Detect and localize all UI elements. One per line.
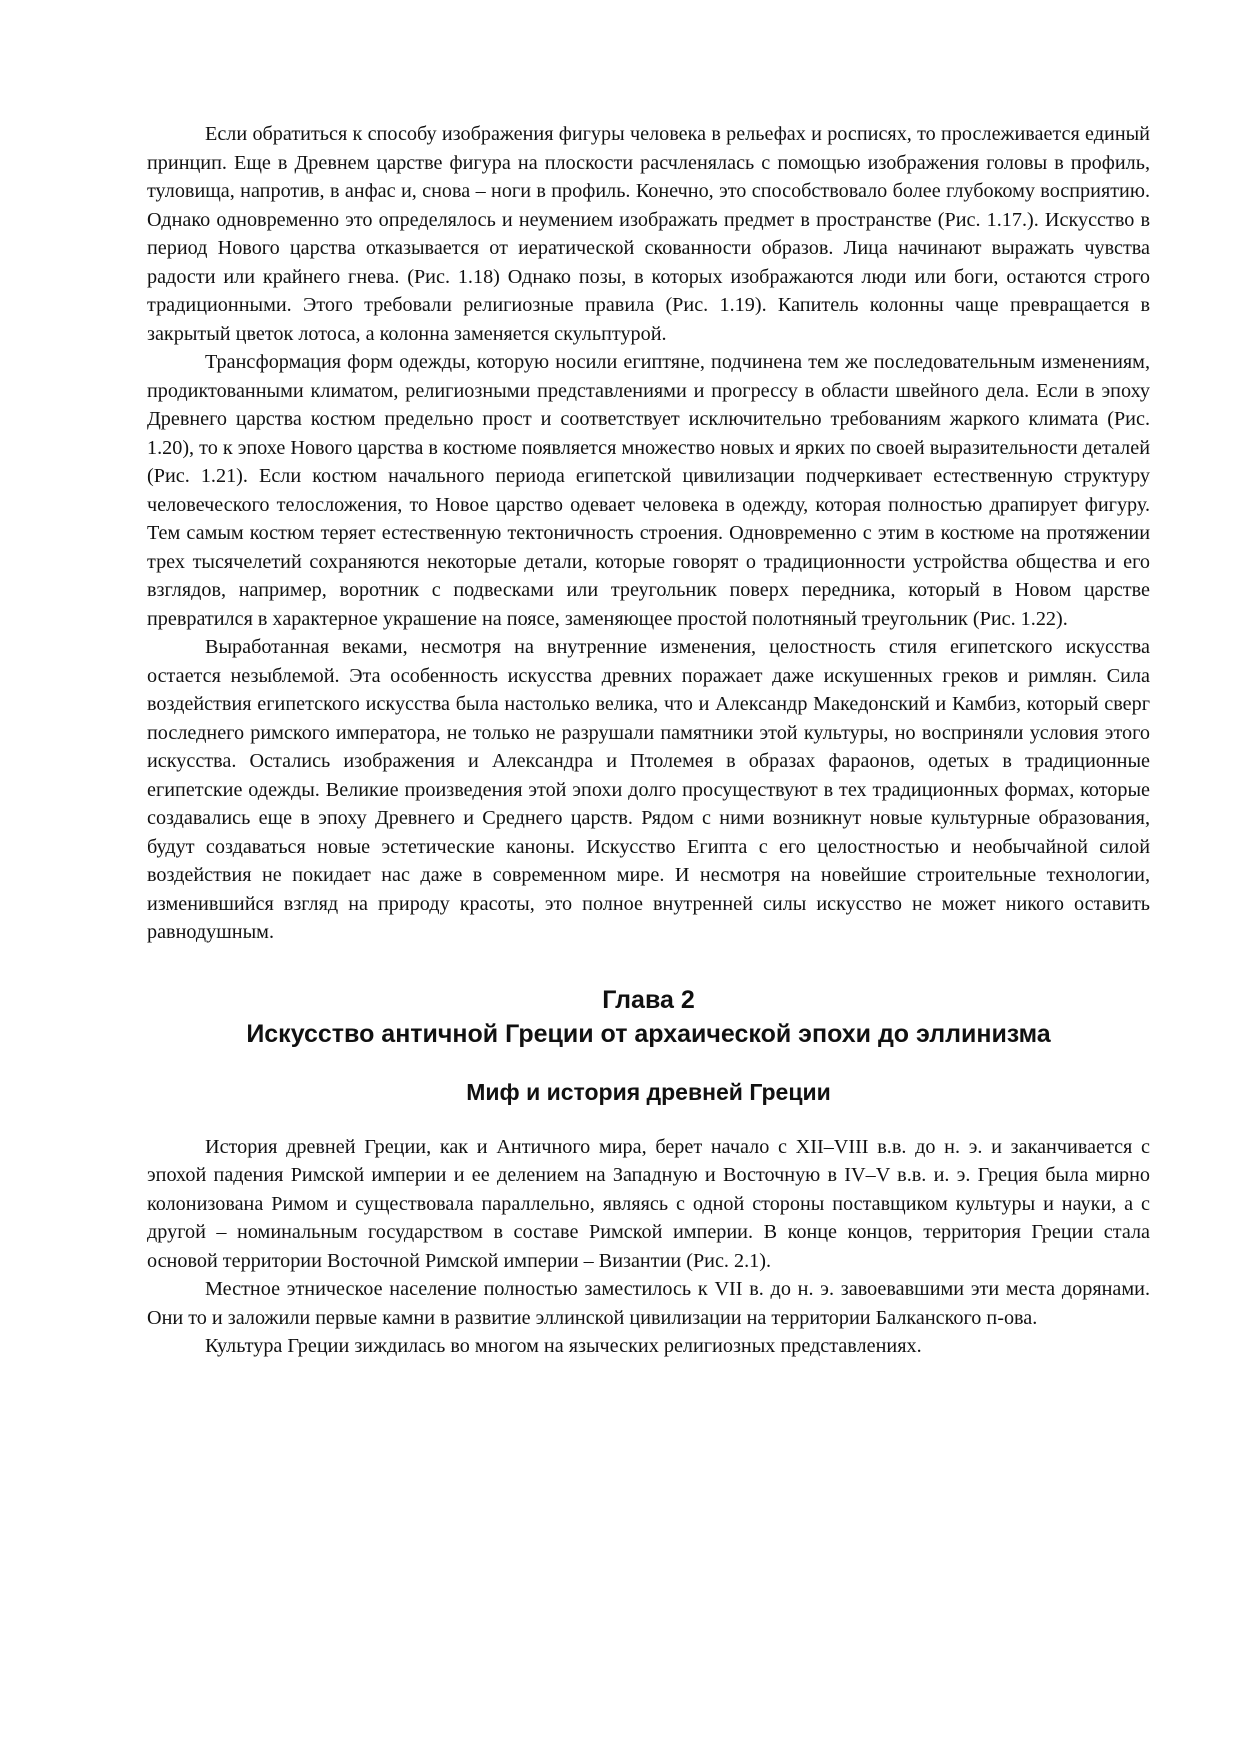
paragraph-greek-culture: Культура Греции зиждилась во многом на языческих религиозных представлениях. [205, 1335, 922, 1357]
paragraph-style-integrity: Выработанная веками, несмотря на внутренние изменения, целостность стиля египетского искусства остается незыблемой. Эта особенность искусства древних поражает даже искушенных греков и римлян. Сила воздействия египетского искусства была настолько велика, что и Александр Македонский и Камбиз, который сверг последнего римского императора, не только не разрушали памятники этой культуры, но восприняли условия этого искусства. Остались изображения и Александра и Птолемея в образах фараонов, одетых в традиционные египетские одежды. Великие произведения этой эпохи долго просуществуют в тех традиционных формах, которые создавались еще в эпоху Древнего и Среднего царств. Рядом с ними возникнут новые культурные образования, будут создаваться новые эстетические каноны. Искусство Египта с его целостностью и необычайной силой воздействия не покидает нас даже в современном мире. И несмотря на новейшие строительные технологии, изменившийся взгляд на природу красоты, это полное внутренней силы искусство не может никого оставить равнодушным. [147, 636, 1150, 943]
paragraph-clothing-transformation: Трансформация форм одежды, которую носили египтяне, подчинена тем же последовательным изменениям, продиктованными климатом, религиозными представлениями и прогрессу в области швейного дела. Если в эпоху Древнего царства костюм предельно прост и соответствует исключительно требованиям жаркого климата (Рис. 1.20), то к эпохе Нового царства в костюме появляется множество новых и ярких по своей выразительности деталей (Рис. 1.21). Если костюм начального периода египетской цивилизации подчеркивает естественную структуру человеческого телосложения, то Новое царство одевает человека в одежду, которая полностью драпирует фигуру. Тем самым костюм теряет естественную тектоничность строения. Одновременно с этим в костюме на протяжении трех тысячелетий сохраняются некоторые детали, которые говорят о традиционности устройства общества и его взглядов, например, воротник с подвесками или треугольник поверх передника, который в Новом царстве превратился в характерное украшение на поясе, заменяющее простой полотняный треугольник (Рис. 1.22). [147, 351, 1150, 630]
chapter-number: Глава 2 [602, 985, 695, 1014]
chapter-heading [147, 983, 1150, 1051]
paragraph-dorians: Местное этническое население полностью заместилось к VII в. до н. э. завоевавшими эти места дорянами. Они то и заложили первые камни в развитие эллинской цивилизации на территории Балканского п-ова. [147, 1278, 1150, 1329]
document-page [147, 120, 1150, 1361]
paragraph-greek-history: История древней Греции, как и Античного мира, берет начало с XII–VIII в.в. до н. э. и заканчивается с эпохой падения Римской империи и ее делением на Западную и Восточную в IV–V в.в. и. э. Греция была мирно колонизована Римом и существовала параллельно, являясь с одной стороны поставщиком культуры и науки, а с другой – номинальным государством в составе Римской империи. В конце концов, территория Греции стала основой территории Восточной Римской империи – Византии (Рис. 2.1). [147, 1135, 1150, 1272]
section-title: Миф и история древней Греции [466, 1078, 831, 1105]
chapter-title: Искусство античной Греции от архаической эпохи до эллинизма [246, 1019, 1051, 1048]
paragraph-figure-depiction: Если обратиться к способу изображения фигуры человека в рельефах и росписях, то прослеживается единый принцип. Еще в Древнем царстве фигура на плоскости расчленялась с помощью изображения головы в профиль, туловища, напротив, в анфас и, снова – ноги в профиль. Конечно, это способствовало более глубокому восприятию. Однако одновременно это определялось и неумением изображать предмет в пространстве (Рис. 1.17.). Искусство в период Нового царства отказывается от иератической скованности образов. Лица начинают выражать чувства радости или крайнего гнева. (Рис. 1.18) Однако позы, в которых изображаются люди или боги, остаются строго традиционными. Этого требовали религиозные правила (Рис. 1.19). Капитель колонны чаще превращается в закрытый цветок лотоса, а колонна заменяется скульптурой. [147, 123, 1150, 345]
